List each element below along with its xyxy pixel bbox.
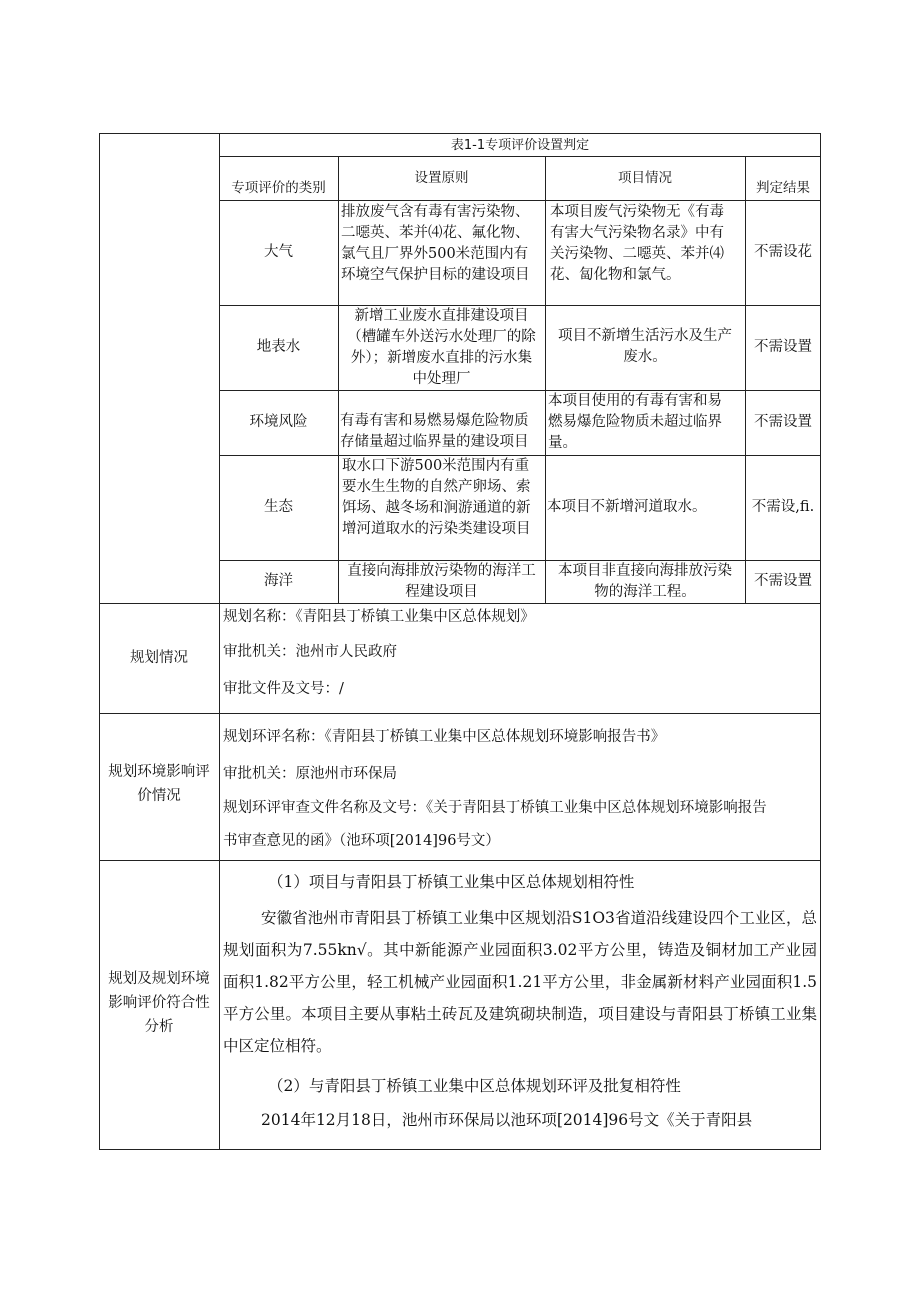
row-3-situation-line: 量。 [548, 435, 577, 451]
planning-eia-label-line: 规划环境影响评 [108, 764, 210, 780]
row-1-situation-line: 本项目废气污染物无《有毒 [550, 204, 724, 220]
row-4-principle-line: 取水口下游500米范围内有重 [342, 458, 530, 474]
conformity-paragraph-2: 2014年12月18日，池州市环保局以池环项[2014]96号文《关于青阳县 [261, 1111, 753, 1129]
header-principle: 设置原则 [414, 169, 469, 186]
row-5-situation [545, 561, 745, 603]
conformity-content [223, 866, 817, 1136]
conformity-label-line: 影响评价符合性 [108, 995, 210, 1011]
conformity-heading-1: （1）项目与青阳县丁桥镇工业集中区总体规划相符性 [268, 873, 635, 891]
row-3-result: 不需设置 [754, 414, 812, 430]
row-3-principle [340, 411, 545, 453]
divider-planning-eia [99, 860, 821, 861]
header-situation: 项目情况 [618, 169, 672, 186]
row-3-situation-line: 本项目使用的有毒有害和易 [548, 393, 722, 409]
row-5-principle-line: 直接向海排放污染物的海洋工 [347, 563, 536, 579]
row-1-situation [550, 202, 745, 286]
table-title: 表1-1专项评价设置判定 [450, 137, 590, 153]
row-2-principle-line: 新增工业废水直排建设项目 [354, 308, 529, 324]
row-5-category: 海洋 [264, 573, 293, 589]
row-5-result: 不需设置 [754, 573, 812, 589]
row-3-situation-line: 燃易爆危险物质未超过临界 [548, 414, 722, 430]
row-1-principle-line: 环境空气保护目标的建设项目 [341, 267, 530, 283]
conformity-label-line: 规划及规划环境 [108, 971, 210, 987]
row-5-principle-line: 程建设项目 [405, 584, 478, 600]
planning-eia-document-cont: 书审查意见的函》（池环项[2014]96号文） [223, 833, 500, 849]
row-3-situation [548, 391, 745, 454]
planning-eia-label-line: 价情况 [137, 788, 181, 804]
planning-eia-document: 规划环评审查文件名称及文号：《关于青阳县丁桥镇工业集中区总体规划环境影响报告 [223, 800, 767, 816]
header-result: 判定结果 [756, 179, 810, 196]
planning-document: 审批文件及文号：/ [223, 681, 344, 697]
divider-planning [99, 713, 821, 714]
row-1-situation-line: 有害大气污染物名录》中有 [550, 225, 724, 241]
row-1-result: 不需设花 [754, 244, 812, 260]
row-2-category: 地表水 [256, 339, 301, 355]
row-2-principle-line: 外）；新增废水直排的污水集 [350, 350, 533, 366]
row-5-principle [338, 561, 545, 603]
row-2-situation-line: 项目不新增生活污水及生产 [558, 328, 732, 344]
row-2-situation [545, 326, 745, 368]
row-1-category: 大气 [264, 244, 293, 260]
row-2-principle-line: （槽罐车外送污水处理厂的除 [347, 329, 536, 345]
row-1-principle [341, 202, 545, 286]
row-2-situation-line: 废水。 [623, 349, 667, 365]
row-1-principle-line: 排放废气含有毒有害污染物、 [341, 204, 530, 220]
conformity-paragraph-1: 安徽省池州市青阳县丁桥镇工业集中区规划沿S1O3省道沿线建设四个工业区，总规划面积为7.55kn√。其中新能源产业园面积3.02平方公里，铸造及铜材加工产业园面积1.82平方公里，轻工机械产业园面积1.21平方公里，非金属新材料产业园面积1.5平方公里。本项目主要从事粘土砖瓦及建筑砌块制造，项目建设与青阳县丁桥镇工业集中区定位相符。 [223, 909, 817, 1055]
row-5-situation-line: 本项目非直接向海排放污染 [558, 563, 732, 579]
row-2-principle-line: 中处理厂 [412, 371, 471, 387]
row-1-principle-line: 氯气且厂界外500米范围内有 [341, 246, 529, 262]
row-2-result: 不需设置 [754, 339, 812, 355]
planning-eia-name: 规划环评名称：《青阳县丁桥镇工业集中区总体规划环境影响报告书》 [223, 729, 666, 745]
planning-eia-label [99, 760, 219, 808]
row-4-situation: 本项目不新增河道取水。 [547, 499, 707, 515]
row-4-principle [342, 456, 545, 540]
planning-label: 规划情况 [130, 650, 188, 666]
header-category: 专项评价的类别 [231, 179, 326, 196]
conformity-heading-2: （2）与青阳县丁桥镇工业集中区总体规划环评及批复相符性 [268, 1077, 681, 1095]
row-1-situation-line: 关污染物、二噁英、苯并⑷ [550, 246, 724, 262]
planning-eia-authority: 审批机关：原池州市环保局 [223, 766, 397, 782]
row-4-principle-line: 增河道取水的污染类建设项目 [342, 521, 531, 537]
row-4-principle-line: 饵场、越冬场和涧游通道的新 [342, 500, 531, 516]
planning-authority: 审批机关：池州市人民政府 [223, 644, 397, 660]
divider-title [219, 156, 821, 157]
conformity-label-line: 分析 [144, 1019, 174, 1035]
row-3-principle-line: 有毒有害和易燃易爆危险物质 [340, 413, 529, 429]
row-5-situation-line: 物的海洋工程。 [594, 584, 696, 600]
row-4-result: 不需设,fi. [751, 499, 815, 515]
row-1-principle-line: 二噁英、苯并⑷花、氟化物、 [341, 225, 530, 241]
row-3-category: 环境风险 [249, 414, 308, 430]
row-3-principle-line: 存储量超过临界量的建设项目 [340, 434, 529, 450]
conformity-label [99, 967, 219, 1039]
row-2-principle [338, 306, 545, 390]
row-4-category: 生态 [264, 499, 293, 515]
row-4-principle-line: 要水生生物的自然产卵场、索 [342, 479, 531, 495]
planning-name: 规划名称：《青阳县丁桥镇工业集中区总体规划》 [223, 609, 535, 625]
row-1-situation-line: 花、匐化物和氯气。 [550, 267, 681, 283]
